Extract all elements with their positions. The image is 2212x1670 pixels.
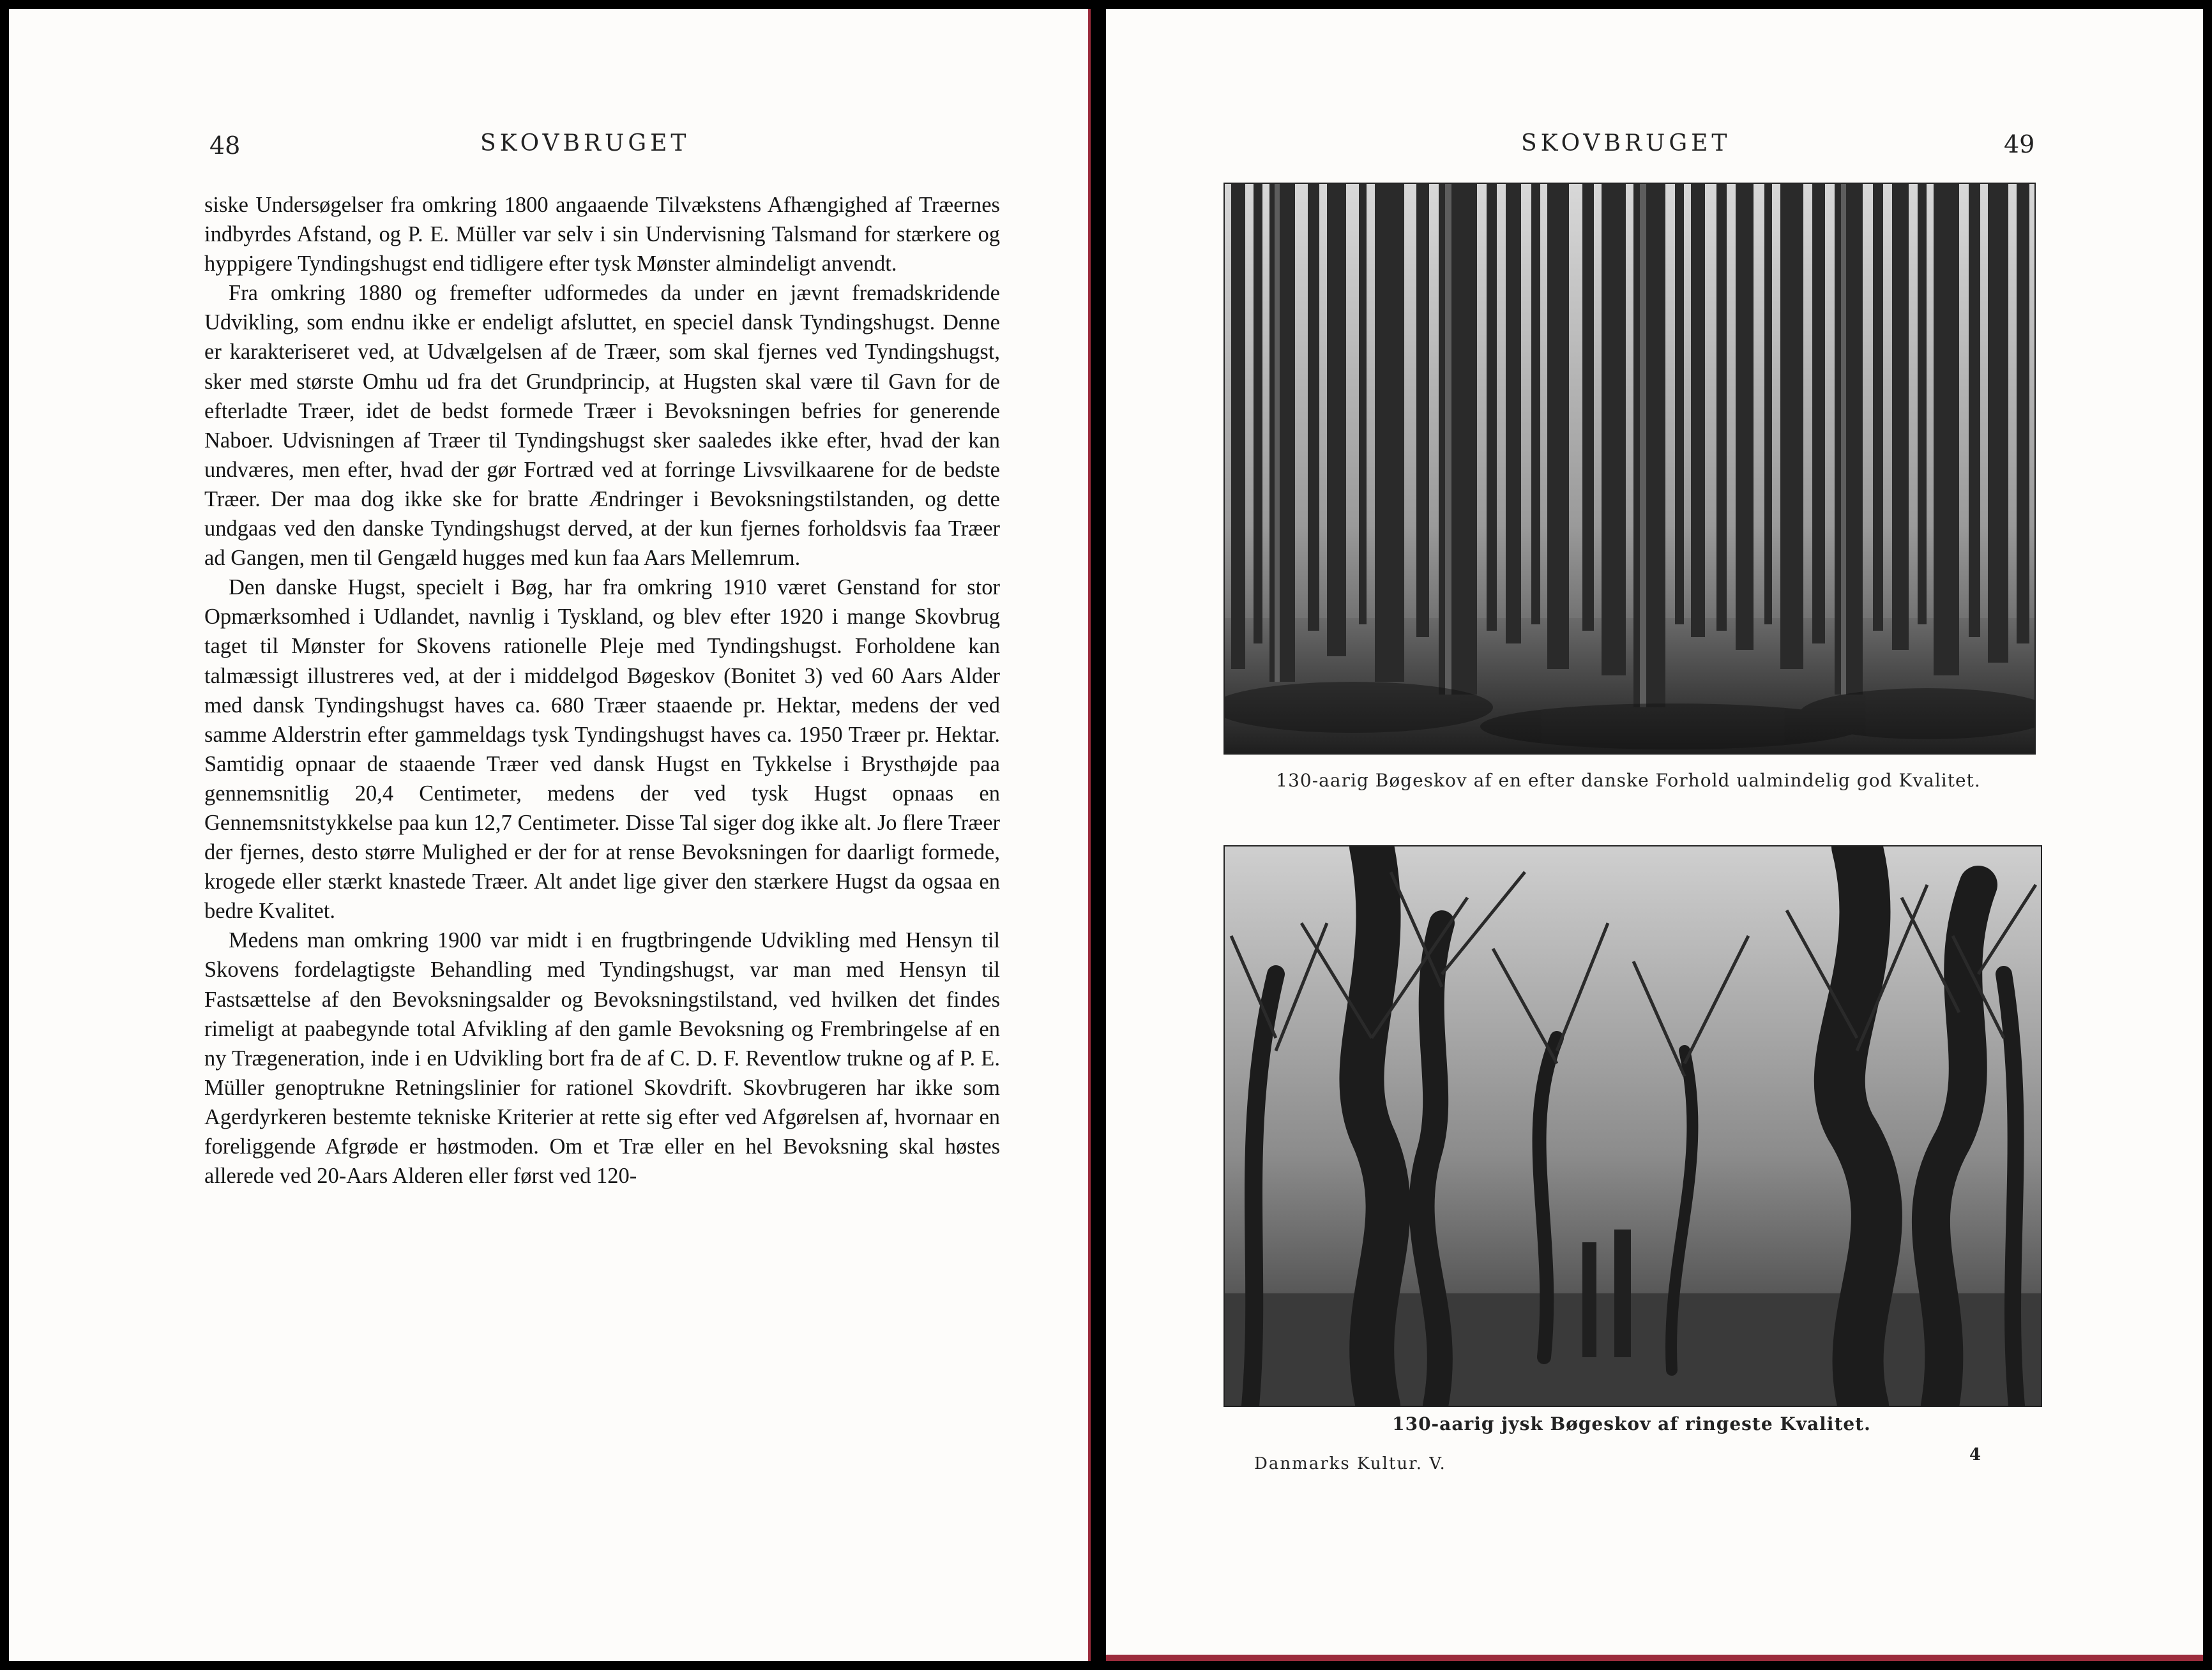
photo-caption-2: 130-aarig jysk Bøgeskov af ringeste Kvalitet. (1392, 1413, 1871, 1434)
forest-illustration-2 (1225, 846, 2041, 1406)
running-head-left: SKOVBRUGET (480, 130, 690, 156)
page-number-left: 48 (209, 132, 241, 160)
paragraph-2: Fra omkring 1880 og fremefter udformedes da under en jævnt fremadskridende Udvikling, som endnu ikke er endeligt afsluttet, en speciel dansk Tyndingshugst. Denne er karakteriseret ved, at Udvælgelsen af de Træer, som skal fjernes ved Tyndingshugst, sker med største Omhu ud fra det Grundprincip, at Hugsten skal være til Gavn for de efterladte Træer, idet de bedst formede Træer i Bevoksningen befries for generende Naboer. Udvisningen af Træer til Tyndingshugst sker saaledes ikke efter, hvad der kan undværes, men efter, hvad der gør Fortræd ved at forringe Livsvilkaarene for de bedste Træer. Der maa dog ikke ske for bratte Ændringer i Bevoksningstilstanden, og dette undgaas ved den danske Tyndingshugst derved, at der kun fjernes forholdsvis faa Træer ad Gangen, men til Gengæld hugges med kun faa Aars Mellemrum. (204, 281, 1000, 571)
paragraph-4: Medens man omkring 1900 var midt i en frugtbringende Udvikling med Hensyn til Skovens fordelagtigste Behandling med Tyndingshugst, var man med Hensyn til Fastsættelse af den Bevoksningsalder og Bevoksningstilstand, ved hvilken det findes rimeligt at paabegynde total Afvikling af den gamle Bevoksning og Frembringelse af en ny Trægeneration, inde i en Udvikling bort fra de af C. D. F. Reventlow trukne og af P. E. Müller genoptrukne Retningslinier for rationel Skovdrift. Skovbrugeren har ikke som Agerdyrkeren bestemte tekniske Kriterier at rette sig efter ved Afgørelsen af, hvornaar en foreliggende Afgrøde er høstmoden. Om et Træ eller en hel Bevoksning skal høstes allerede ved 20-Aars Alderen eller først ved 120- (204, 928, 1000, 1189)
photo-beech-forest-poor (1223, 845, 2042, 1407)
footer-signature-number: 4 (1969, 1445, 1983, 1464)
running-head-right: SKOVBRUGET (1521, 130, 1731, 156)
left-page (9, 9, 1091, 1661)
photo-caption-1: 130-aarig Bøgeskov af en efter danske Forhold ualmindelig god Kvalitet. (1276, 770, 1981, 791)
forest-illustration-1 (1225, 184, 2034, 753)
paragraph-3: Den danske Hugst, specielt i Bøg, har fra omkring 1910 været Genstand for stor Opmærksomhed i Udlandet, navnlig i Tyskland, og blev efter 1920 i mange Skovbrug taget til Mønster for Skovens rationelle Pleje med Tyndingshugst. Forholdene kan talmæssigt illustreres ved, at der i middelgod Bøgeskov (Bonitet 3) ved 60 Aars Alder med dansk Tyndingshugst haves ca. 680 Træer staaende pr. Hektar, medens der ved samme Alderstrin efter gammeldags tysk Tyndingshugst haves ca. 1950 Træer pr. Hektar. Samtidig opnaar de staaende Træer ved dansk Hugst en Tykkelse i Brysthøjde paa gennemsnitlig 20,4 Centimeter, medens der ved tysk Hugst opnaas en Gennemsnitstykkelse paa kun 12,7 Centimeter. Disse Tal siger dog ikke alt. Jo flere Træer der fjernes, desto større Mulighed er der for at rense Bevoksningen for daarligt formede, krogede eller stærkt knastede Træer. Alt andet lige giver den stærkere Hugst da ogsaa en bedre Kvalitet. (204, 575, 1000, 924)
footer-book-title: Danmarks Kultur. V. (1254, 1454, 1446, 1473)
page-number-right: 49 (2004, 130, 2035, 158)
body-text (204, 190, 1000, 1191)
photo-beech-forest-good (1223, 183, 2036, 755)
paragraph-1: siske Undersøgelser fra omkring 1800 angaaende Tilvækstens Afhængighed af Træernes indbyrdes Afstand, og P. E. Müller var selv i sin Undervisning Talsmand for stærkere og hyppigere Tyndingshugst end tidligere efter tysk Mønster almindeligt anvendt. (204, 193, 1000, 276)
right-page (1106, 9, 2203, 1661)
